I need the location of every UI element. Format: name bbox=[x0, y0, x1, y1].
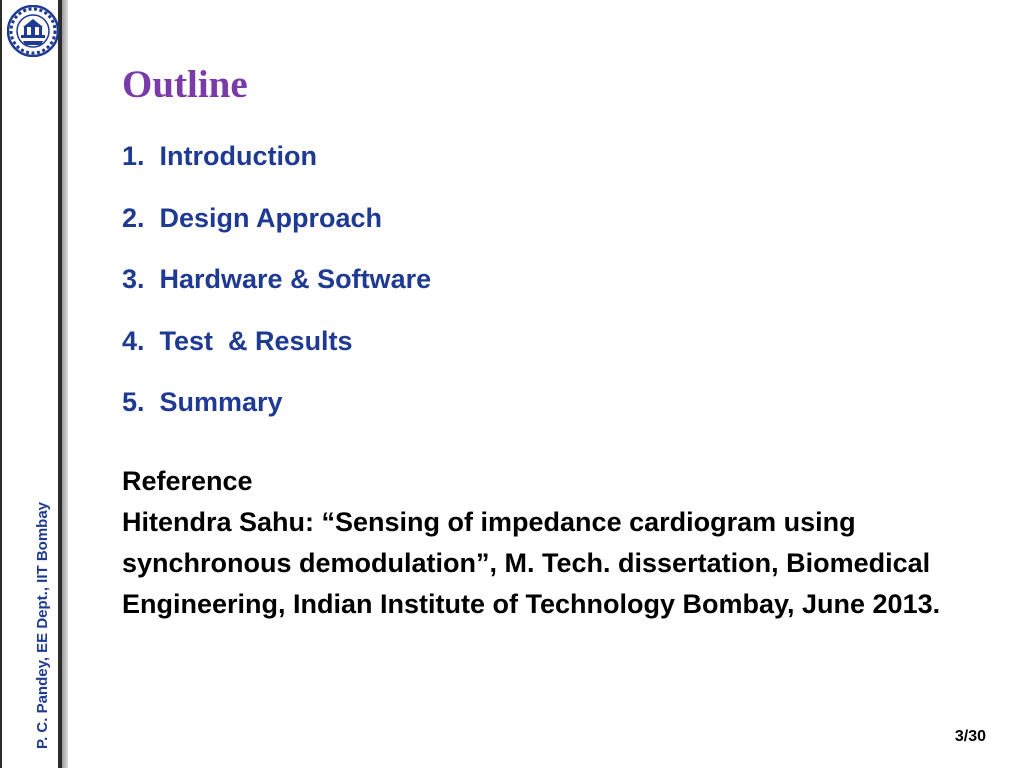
outline-item-test-results: 4. Test & Results bbox=[122, 325, 353, 356]
left-border-line bbox=[0, 0, 2, 768]
side-credit: P. C. Pandey, EE Dept., IIT Bombay bbox=[34, 501, 51, 749]
iit-bombay-logo-icon bbox=[7, 5, 59, 57]
outline-list bbox=[122, 136, 431, 444]
reference-heading: Reference bbox=[122, 466, 253, 496]
reference-block bbox=[122, 461, 1002, 625]
outline-item-introduction: 1. Introduction bbox=[122, 141, 317, 171]
slide-title: Outline bbox=[122, 63, 248, 106]
left-divider-shadow bbox=[62, 0, 68, 768]
page-number: 3/30 bbox=[954, 728, 986, 745]
outline-item-hardware-software: 3. Hardware & Software bbox=[122, 264, 432, 294]
outline-item-summary: 5. Summary bbox=[122, 387, 283, 417]
outline-item-design-approach: 2. Design Approach bbox=[122, 202, 383, 233]
reference-text: Hitendra Sahu: “Sensing of impedance cardiogram using synchronous demodulation”, M. Tech. dissertation, Biomedical Engineering, Indian Institute of Technology Bombay, June 2013. bbox=[122, 507, 941, 619]
